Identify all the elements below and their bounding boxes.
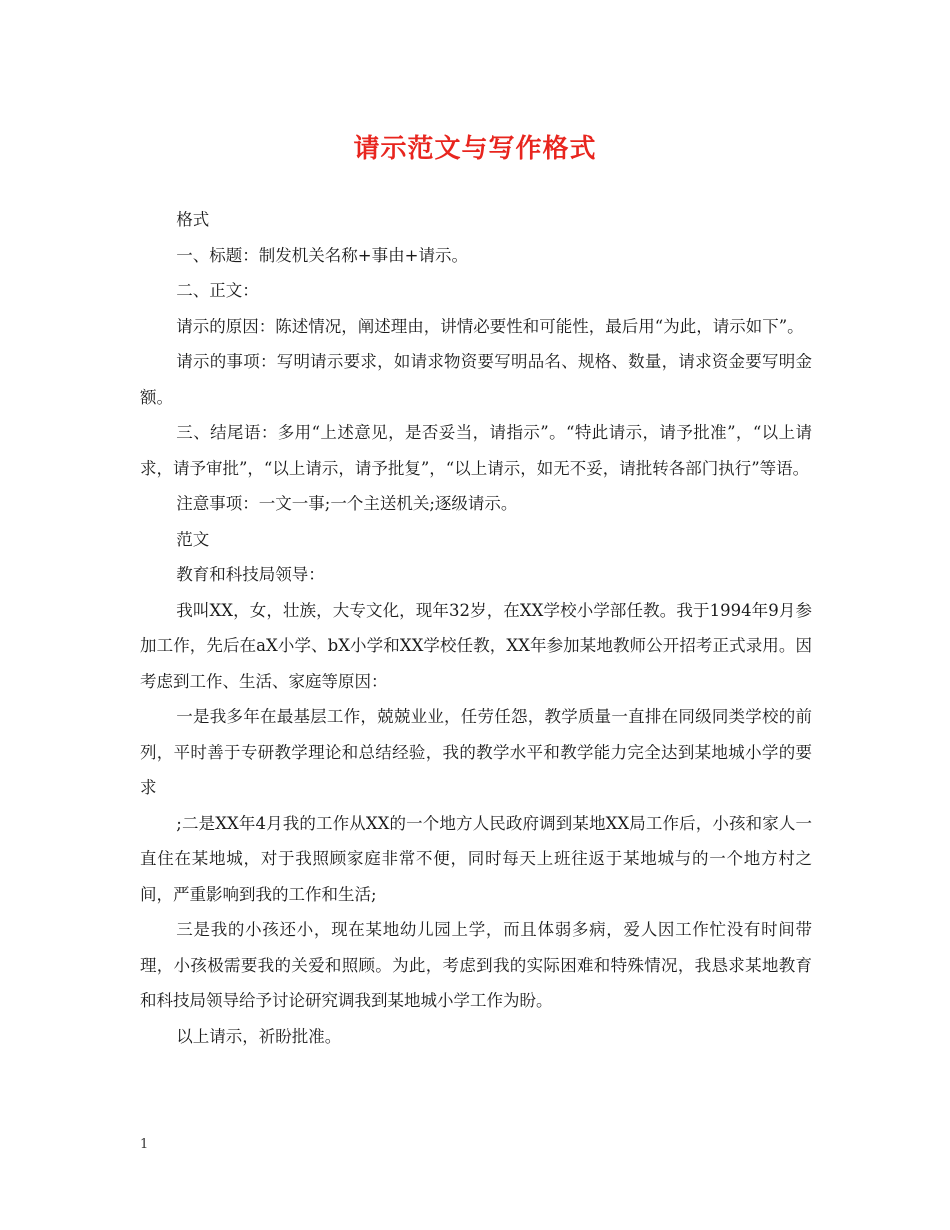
paragraph-reason-one: 一是我多年在最基层工作，兢兢业业，任劳任怨，教学质量一直排在同级同类学校的前列，平时善于专研教学理论和总结经验，我的教学水平和教学能力完全达到某地城小学的要求 (140, 707, 812, 797)
document-body (140, 202, 812, 1054)
paragraph-notes: 注意事项：一文一事;一个主送机关;逐级请示。 (176, 494, 518, 513)
paragraph-closing: 以上请示，祈盼批准。 (176, 1026, 342, 1046)
paragraph-introduction: 我叫XX，女，壮族，大专文化，现年32岁，在XX学校小学部任教。我于1994年9月参加工作，先后在aX小学、bX小学和XX学校任教，XX年参加某地教师公开招考正式录用。因考虑到工作、生活、家庭等原因： (140, 600, 812, 691)
paragraph-format-heading: 格式 (176, 210, 210, 229)
paragraph-sample-heading: 范文 (176, 529, 210, 549)
document-title: 请示范文与写作格式 (353, 134, 597, 164)
paragraph-reason-three: 三是我的小孩还小，现在某地幼儿园上学，而且体弱多病，爱人因工作忙没有时间带理，小孩极需要我的关爱和照顾。为此，考虑到我的实际困难和特殊情况，我恳求某地教育和科技局领导给予讨论研究调我到某地城小学工作为盼。 (140, 920, 812, 1010)
paragraph-closing-phrases: 三、结尾语：多用“上述意见，是否妥当，请指示”。“特此请示，请予批准”，“以上请求，请予审批”，“以上请示，请予批复”，“以上请示，如无不妥，请批转各部门执行”等语。 (140, 423, 812, 478)
paragraph-request-items: 请示的事项：写明请示要求，如请求物资要写明品名、规格、数量，请求资金要写明金额。 (140, 352, 812, 407)
page-number: 1 (140, 1137, 149, 1152)
paragraph-reason-two: ;二是XX年4月我的工作从XX的一个地方人民政府调到某地XX局工作后，小孩和家人一直住在某地城，对于我照顾家庭非常不便，同时每天上班往返于某地城与的一个地方村之间，严重影响到我的工作和生活; (140, 813, 812, 904)
paragraph-title-rule: 一、标题：制发机关名称+事由+请示。 (176, 245, 468, 265)
paragraph-request-reason: 请示的原因：陈述情况，阐述理由，讲情必要性和可能性，最后用“为此，请示如下”。 (176, 316, 804, 336)
paragraph-salutation: 教育和科技局领导： (176, 565, 325, 584)
paragraph-body-heading: 二、正文： (176, 281, 259, 300)
